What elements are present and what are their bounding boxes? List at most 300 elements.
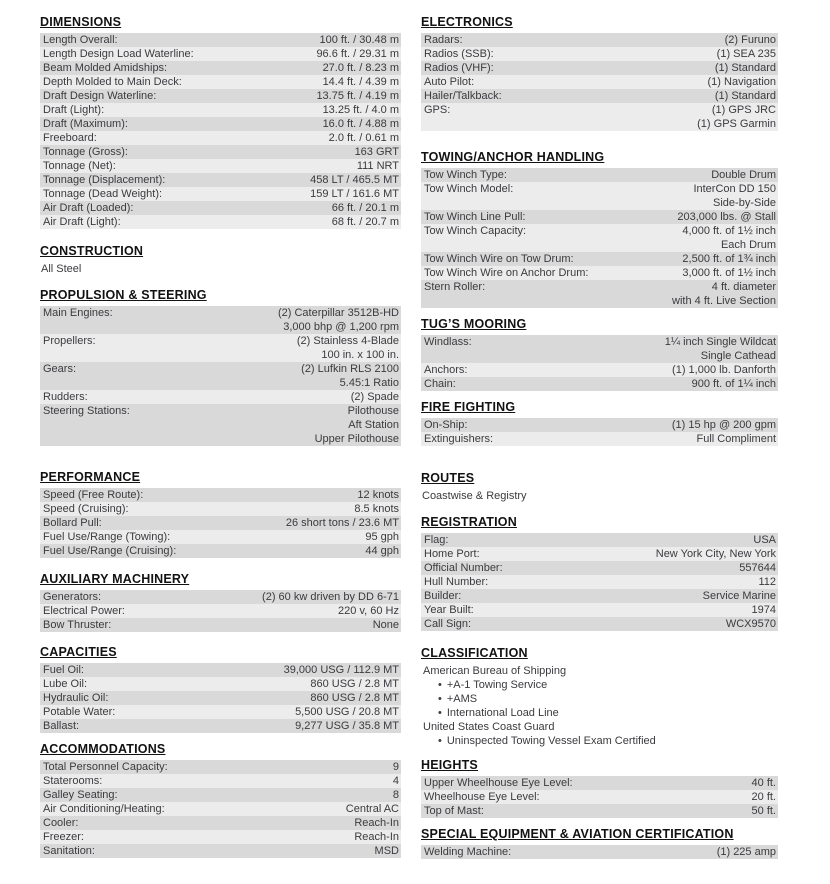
spec-value: 2,500 ft. of 1¾ inch [682, 253, 776, 265]
spec-value: (2) 60 kw driven by DD 6-71 [262, 591, 399, 603]
spec-row-line [421, 224, 778, 238]
spec-label: Home Port: [424, 548, 480, 560]
spec-value: (2) Furuno [724, 34, 776, 46]
spec-row-line [421, 61, 778, 75]
spec-row [40, 844, 401, 858]
spec-value-line: Upper Pilothouse [314, 433, 399, 445]
section-registration [421, 515, 778, 631]
spec-label: Tow Winch Capacity: [424, 225, 527, 237]
section-title-classification: CLASSIFICATION [421, 646, 528, 660]
spec-row-line [40, 306, 401, 320]
spec-row-line [421, 210, 778, 224]
spec-row-line [421, 432, 778, 446]
spec-value-line: 3,000 bhp @ 1,200 rpm [283, 321, 399, 333]
spec-row [421, 790, 778, 804]
spec-label: Staterooms: [43, 775, 103, 787]
classification-text: Uninspected Towing Vessel Exam Certified [446, 735, 656, 747]
spec-value: InterCon DD 150 [693, 183, 776, 195]
spec-value: 1974 [751, 604, 776, 616]
spec-row-line [40, 618, 401, 632]
section-capacities [40, 645, 401, 733]
spec-value: 163 GRT [354, 146, 399, 158]
spec-row [40, 215, 401, 229]
spec-row [40, 691, 401, 705]
spec-row [421, 182, 778, 210]
spec-label: Fuel Oil: [43, 664, 84, 676]
spec-value: Service Marine [702, 590, 776, 602]
spec-value: 860 USG / 2.8 MT [310, 678, 399, 690]
spec-value-line: Aft Station [348, 419, 399, 431]
spec-row [421, 335, 778, 363]
section-routes [421, 471, 778, 503]
spec-row [421, 266, 778, 280]
spec-value: 220 v, 60 Hz [338, 605, 399, 617]
spec-label: Upper Wheelhouse Eye Level: [424, 777, 573, 789]
spec-value: 900 ft. of 1¼ inch [691, 378, 776, 390]
spec-row-line [40, 61, 401, 75]
spec-label: Air Conditioning/Heating: [43, 803, 165, 815]
spec-row-line [421, 75, 778, 89]
spec-row [421, 589, 778, 603]
spec-row-line [421, 168, 778, 182]
section-title-towing: TOWING/ANCHOR HANDLING [421, 150, 605, 164]
spec-row-line [40, 705, 401, 719]
section-special-equipment [421, 827, 778, 859]
section-classification [421, 646, 778, 748]
spec-row-line [40, 677, 401, 691]
spec-row [421, 363, 778, 377]
spec-label: Beam Molded Amidships: [43, 62, 168, 74]
spec-label: Freezer: [43, 831, 84, 843]
spec-value: Double Drum [711, 169, 776, 181]
spec-value-line: Side-by-Side [713, 197, 776, 209]
spec-value: 9,277 USG / 35.8 MT [295, 720, 399, 732]
spec-row-line [40, 502, 401, 516]
spec-value: 13.25 ft. / 4.0 m [322, 104, 399, 116]
spec-value: 2.0 ft. / 0.61 m [328, 132, 399, 144]
spec-row [40, 33, 401, 47]
spec-row [421, 776, 778, 790]
spec-row-line [421, 575, 778, 589]
section-construction [40, 244, 401, 276]
spec-row-line [40, 544, 401, 558]
spec-value-line: Single Cathead [700, 350, 776, 362]
spec-label: Official Number: [424, 562, 503, 574]
spec-value: 26 short tons / 23.6 MT [285, 517, 399, 529]
spec-label: Speed (Cruising): [43, 503, 129, 515]
spec-label: Wheelhouse Eye Level: [424, 791, 540, 803]
classification-line [421, 664, 778, 678]
spec-value: WCX9570 [725, 618, 776, 630]
spec-row [40, 89, 401, 103]
spec-label: Steering Stations: [43, 405, 130, 417]
spec-label: Fuel Use/Range (Towing): [43, 531, 171, 543]
spec-label: Length Overall: [43, 34, 118, 46]
spec-row-line [40, 590, 401, 604]
spec-row-line [421, 603, 778, 617]
spec-row [40, 544, 401, 558]
classification-text: +AMS [446, 693, 478, 705]
spec-value: 4 [392, 775, 399, 787]
spec-row-line [40, 802, 401, 816]
spec-value-line: (1) GPS Garmin [697, 118, 776, 130]
spec-row-line [421, 533, 778, 547]
spec-value: 66 ft. / 20.1 m [331, 202, 399, 214]
spec-row-line [421, 252, 778, 266]
spec-row [421, 377, 778, 391]
spec-row [40, 816, 401, 830]
spec-value: 16.0 ft. / 4.88 m [322, 118, 399, 130]
spec-row [40, 618, 401, 632]
spec-value-line: Each Drum [720, 239, 776, 251]
spec-row-line [40, 816, 401, 830]
spec-value: 27.0 ft. / 8.23 m [322, 62, 399, 74]
spec-label: Welding Machine: [424, 846, 512, 858]
spec-row-line [40, 362, 401, 376]
section-title-capacities: CAPACITIES [40, 645, 117, 659]
spec-row-line [40, 201, 401, 215]
spec-value: (2) Caterpillar 3512B-HD [277, 307, 399, 319]
spec-row-line [40, 215, 401, 229]
spec-row [40, 788, 401, 802]
spec-row-line [421, 561, 778, 575]
spec-label: Ballast: [43, 720, 80, 732]
spec-value: MSD [374, 845, 399, 857]
section-towing [421, 150, 778, 308]
spec-row-line [40, 89, 401, 103]
spec-value: New York City, New York [655, 548, 776, 560]
spec-value: (2) Spade [350, 391, 399, 403]
spec-row-line [421, 617, 778, 631]
section-title-auxiliary: AUXILIARY MACHINERY [40, 572, 190, 586]
spec-value-line: 5.45:1 Ratio [339, 377, 399, 389]
spec-row [40, 75, 401, 89]
spec-row [421, 845, 778, 859]
spec-label: Radios (SSB): [424, 48, 494, 60]
spec-value: 458 LT / 465.5 MT [310, 174, 399, 186]
spec-row [40, 131, 401, 145]
spec-label: Potable Water: [43, 706, 116, 718]
classification-text: American Bureau of Shipping [423, 665, 567, 677]
spec-label: Tow Winch Line Pull: [424, 211, 526, 223]
spec-row-line [421, 266, 778, 280]
spec-row-line [421, 103, 778, 117]
spec-value: 203,000 lbs. @ Stall [677, 211, 776, 223]
spec-row [40, 663, 401, 677]
spec-row-line [421, 33, 778, 47]
spec-label: Draft (Maximum): [43, 118, 128, 130]
section-electronics [421, 15, 778, 131]
spec-row [421, 575, 778, 589]
spec-row-line [40, 719, 401, 733]
spec-value: USA [753, 534, 776, 546]
classification-line [421, 692, 778, 706]
spec-label: Cooler: [43, 817, 79, 829]
spec-row [40, 760, 401, 774]
spec-row-line [421, 363, 778, 377]
spec-row [40, 802, 401, 816]
spec-row-line [40, 159, 401, 173]
section-title-mooring: TUG’S MOORING [421, 317, 527, 331]
spec-value: 95 gph [365, 531, 399, 543]
spec-value: 44 gph [365, 545, 399, 557]
section-title-routes: ROUTES [421, 471, 475, 485]
section-performance [40, 470, 401, 558]
spec-value: (1) Standard [714, 90, 776, 102]
spec-label: Flag: [424, 534, 449, 546]
spec-label: Radars: [424, 34, 463, 46]
spec-row [40, 530, 401, 544]
spec-row [40, 145, 401, 159]
spec-label: Hull Number: [424, 576, 489, 588]
spec-label: Windlass: [424, 336, 472, 348]
spec-value: 5,500 USG / 20.8 MT [295, 706, 399, 718]
section-title-performance: PERFORMANCE [40, 470, 141, 484]
spec-row [40, 362, 401, 390]
spec-label: Tonnage (Displacement): [43, 174, 166, 186]
spec-value: 40 ft. [751, 777, 776, 789]
spec-value: Full Compliment [696, 433, 776, 445]
spec-row-line [40, 390, 401, 404]
spec-label: Stern Roller: [424, 281, 486, 293]
spec-row [40, 103, 401, 117]
section-title-heights: HEIGHTS [421, 758, 478, 772]
spec-row [40, 830, 401, 844]
spec-row [421, 33, 778, 47]
spec-row-line [40, 103, 401, 117]
spec-label: Top of Mast: [424, 805, 484, 817]
spec-row [421, 252, 778, 266]
spec-row [40, 173, 401, 187]
spec-value: 20 ft. [751, 791, 776, 803]
spec-row [421, 210, 778, 224]
spec-value: 14.4 ft. / 4.39 m [322, 76, 399, 88]
spec-value: 1¼ inch Single Wildcat [664, 336, 776, 348]
spec-label: Rudders: [43, 391, 88, 403]
spec-label: Radios (VHF): [424, 62, 494, 74]
spec-label: Chain: [424, 378, 456, 390]
spec-row [421, 89, 778, 103]
spec-label: Gears: [43, 363, 77, 375]
spec-value: 4,000 ft. of 1½ inch [682, 225, 776, 237]
spec-row-line [40, 187, 401, 201]
section-title-fire-fighting: FIRE FIGHTING [421, 400, 516, 414]
spec-value: 4 ft. diameter [711, 281, 776, 293]
spec-row-line [40, 131, 401, 145]
spec-row [421, 168, 778, 182]
spec-value: (1) 225 amp [716, 846, 776, 858]
right-column [421, 15, 778, 859]
spec-label: Draft Design Waterline: [43, 90, 157, 102]
spec-row [40, 306, 401, 334]
spec-value: 111 NRT [356, 160, 399, 172]
spec-row [40, 604, 401, 618]
section-auxiliary [40, 572, 401, 632]
spec-row [40, 187, 401, 201]
spec-row-line [40, 145, 401, 159]
spec-label: Freeboard: [43, 132, 97, 144]
spec-value: (1) Navigation [707, 76, 776, 88]
spec-row-line [421, 804, 778, 818]
spec-value: 39,000 USG / 112.9 MT [283, 664, 399, 676]
spec-value: Reach-In [354, 817, 399, 829]
spec-row-line [40, 47, 401, 61]
spec-row [421, 61, 778, 75]
bullet-icon: • [438, 707, 442, 719]
spec-label: Tonnage (Gross): [43, 146, 128, 158]
spec-label: On-Ship: [424, 419, 468, 431]
spec-row-line [421, 418, 778, 432]
section-propulsion [40, 288, 401, 446]
spec-row-line [421, 845, 778, 859]
spec-row [40, 677, 401, 691]
spec-row [40, 404, 401, 446]
spec-label: Fuel Use/Range (Cruising): [43, 545, 177, 557]
spec-label: Galley Seating: [43, 789, 118, 801]
classification-text: International Load Line [446, 707, 559, 719]
section-text: Coastwise & Registry [422, 490, 527, 502]
spec-row-line [40, 33, 401, 47]
spec-row [421, 603, 778, 617]
spec-value: 112 [758, 576, 776, 588]
section-title-accommodations: ACCOMMODATIONS [40, 742, 166, 756]
spec-value: 68 ft. / 20.7 m [331, 216, 399, 228]
spec-row [421, 418, 778, 432]
spec-row [40, 719, 401, 733]
spec-row-line [421, 776, 778, 790]
classification-line [421, 734, 778, 748]
spec-row [40, 502, 401, 516]
spec-value: 12 knots [357, 489, 399, 501]
spec-label: Auto Pilot: [424, 76, 475, 88]
bullet-icon: • [438, 693, 442, 705]
spec-label: Sanitation: [43, 845, 95, 857]
section-text: All Steel [41, 263, 82, 275]
spec-row [40, 201, 401, 215]
spec-row [421, 547, 778, 561]
section-heights [421, 758, 778, 818]
spec-row [421, 224, 778, 252]
spec-row-line [40, 663, 401, 677]
section-title-propulsion: PROPULSION & STEERING [40, 288, 207, 302]
spec-row-line [421, 335, 778, 349]
spec-value: (2) Lufkin RLS 2100 [301, 363, 399, 375]
spec-value: 860 USG / 2.8 MT [310, 692, 399, 704]
spec-row-line [421, 589, 778, 603]
classification-text: +A-1 Towing Service [446, 679, 548, 691]
section-dimensions [40, 15, 401, 229]
spec-value: (2) Stainless 4-Blade [296, 335, 399, 347]
spec-label: Anchors: [424, 364, 468, 376]
spec-row-line [40, 760, 401, 774]
spec-row [421, 432, 778, 446]
spec-label: Air Draft (Loaded): [43, 202, 134, 214]
spec-label: Tonnage (Dead Weight): [43, 188, 163, 200]
spec-row [40, 334, 401, 362]
spec-label: Hailer/Talkback: [424, 90, 502, 102]
spec-row [421, 561, 778, 575]
spec-label: Draft (Light): [43, 104, 105, 116]
spec-row [421, 617, 778, 631]
spec-value: Pilothouse [347, 405, 399, 417]
spec-label: Lube Oil: [43, 678, 88, 690]
spec-label: Air Draft (Light): [43, 216, 121, 228]
spec-value: 100 ft. / 30.48 m [319, 34, 399, 46]
spec-row-line [40, 788, 401, 802]
spec-value: Reach-In [354, 831, 399, 843]
spec-row [40, 61, 401, 75]
spec-row [421, 280, 778, 308]
spec-row [40, 705, 401, 719]
section-accommodations [40, 742, 401, 858]
spec-row [40, 590, 401, 604]
spec-value: (1) GPS JRC [711, 104, 776, 116]
spec-row-line [40, 604, 401, 618]
spec-row-line [421, 377, 778, 391]
classification-line [421, 678, 778, 692]
bullet-icon: • [438, 735, 442, 747]
spec-value: (1) Standard [714, 62, 776, 74]
spec-label: Extinguishers: [424, 433, 494, 445]
section-mooring [421, 317, 778, 391]
spec-row-line [40, 691, 401, 705]
section-title-construction: CONSTRUCTION [40, 244, 144, 258]
spec-row [421, 47, 778, 61]
spec-row [40, 159, 401, 173]
spec-value: 159 LT / 161.6 MT [310, 188, 399, 200]
spec-value: (1) 15 hp @ 200 gpm [671, 419, 776, 431]
spec-label: Tonnage (Net): [43, 160, 116, 172]
spec-value: 96.6 ft. / 29.31 m [316, 48, 399, 60]
spec-label: Tow Winch Wire on Tow Drum: [424, 253, 574, 265]
spec-label: Length Design Load Waterline: [43, 48, 194, 60]
spec-label: Call Sign: [424, 618, 472, 630]
spec-value: (1) SEA 235 [716, 48, 776, 60]
spec-row-line [40, 75, 401, 89]
spec-row [421, 804, 778, 818]
spec-label: Hydraulic Oil: [43, 692, 109, 704]
spec-label: Bow Thruster: [43, 619, 112, 631]
spec-value-line: with 4 ft. Live Section [672, 295, 776, 307]
spec-row [40, 774, 401, 788]
section-title-dimensions: DIMENSIONS [40, 15, 122, 29]
spec-row-line [40, 774, 401, 788]
spec-row-line [421, 47, 778, 61]
spec-label: Tow Winch Wire on Anchor Drum: [424, 267, 589, 279]
spec-value: 50 ft. [751, 805, 776, 817]
spec-label: Generators: [43, 591, 102, 603]
spec-value: 3,000 ft. of 1½ inch [682, 267, 776, 279]
spec-row-line [40, 117, 401, 131]
spec-value: (1) 1,000 lb. Danforth [672, 364, 776, 376]
spec-label: Electrical Power: [43, 605, 125, 617]
spec-label: GPS: [424, 104, 451, 116]
section-title-electronics: ELECTRONICS [421, 15, 513, 29]
spec-label: Speed (Free Route): [43, 489, 144, 501]
section-title-special-equipment: SPECIAL EQUIPMENT & AVIATION CERTIFICATION [421, 827, 734, 841]
spec-label: Total Personnel Capacity: [43, 761, 168, 773]
section-title-registration: REGISTRATION [421, 515, 517, 529]
spec-row-line [421, 280, 778, 294]
spec-value: 13.75 ft. / 4.19 m [316, 90, 399, 102]
spec-row-line [40, 844, 401, 858]
spec-row [421, 75, 778, 89]
spec-row-line [421, 790, 778, 804]
spec-value: 9 [392, 761, 399, 773]
spec-label: Builder: [424, 590, 462, 602]
spec-label: Tow Winch Type: [424, 169, 507, 181]
classification-line [421, 720, 778, 734]
